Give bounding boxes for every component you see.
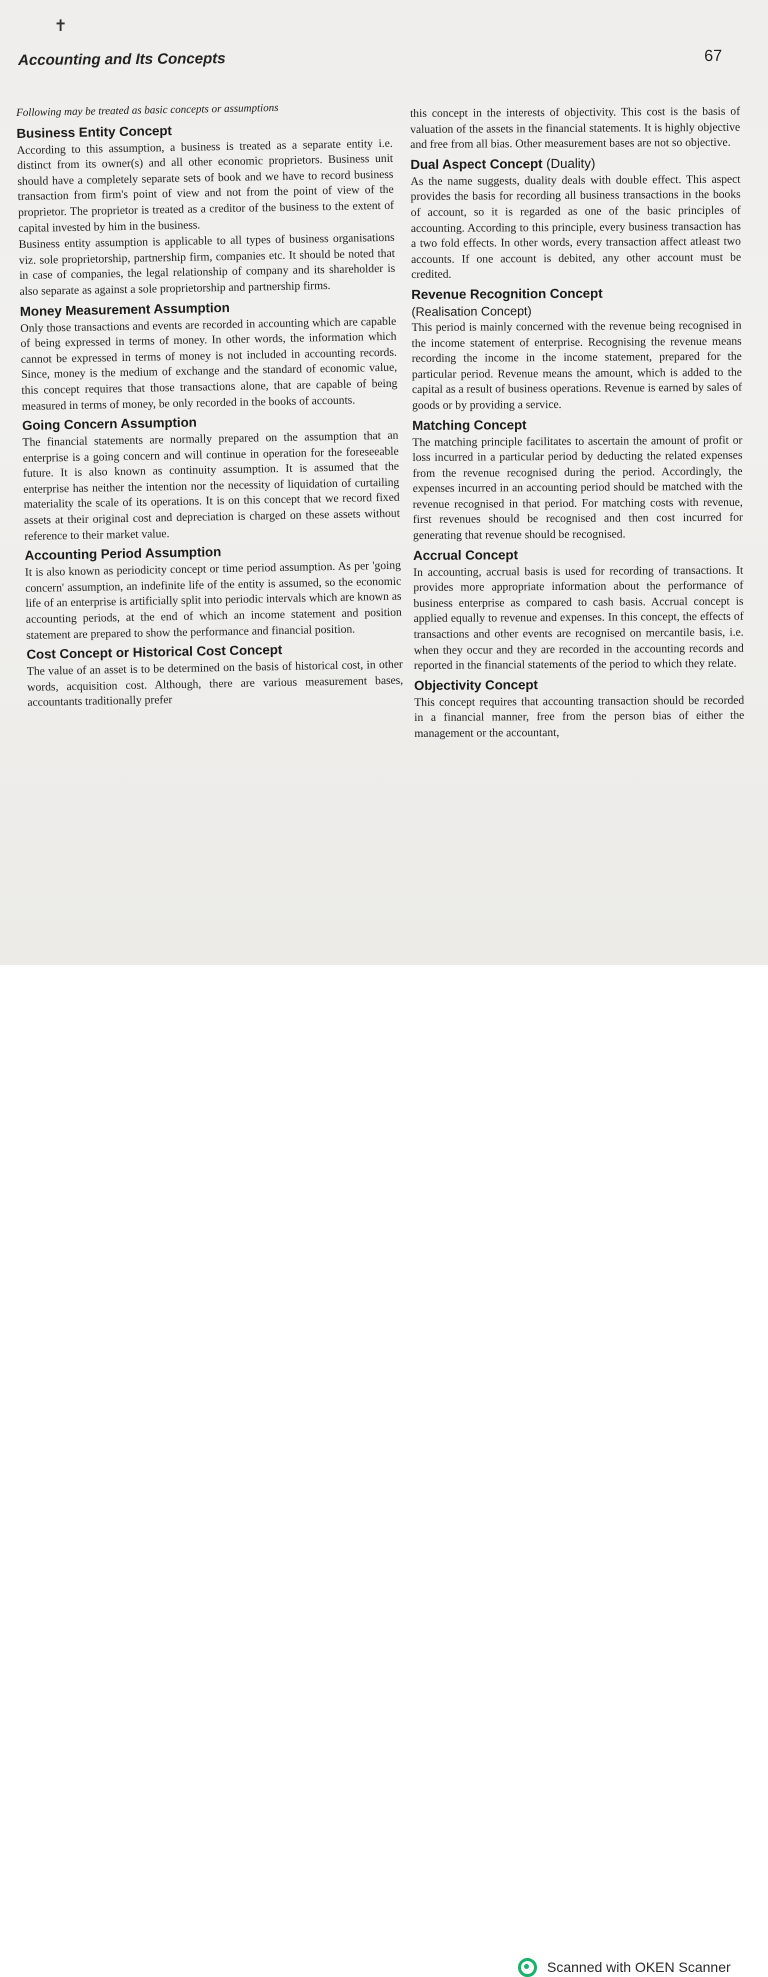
- running-title: Accounting and Its Concepts: [18, 50, 226, 69]
- paragraph-dual-aspect: As the name suggests, duality deals with double effect. This aspect provides the basis for recording all business transactions in the books of account, so it is regarded as one of the basic principles of accounting. According to this principle, every business transaction has a two fold effects. In other words, every transaction affect atleast two accounts. If one account is debited, any other account must be credited.: [410, 172, 742, 282]
- heading-accounting-period: Accounting Period Assumption: [24, 544, 222, 564]
- paragraph-objectivity: This concept requires that accounting transaction should be recorded in a financial manner, free from the person bias of either the management or the accountant,: [414, 693, 745, 740]
- subnote-realisation: (Realisation Concept): [411, 304, 532, 319]
- heading-money-measurement: Money Measurement Assumption: [19, 299, 230, 319]
- footer: [0, 965, 768, 1975]
- paragraph-matching: The matching principle facilitates to ascertain the amount of profit or loss incurred in a particular period by deducting the related expenses from the revenue recognised during the period. Accordingly, the expenses incurred in an accounting period should be matched with the revenue recognised in that period. For matching costs with revenue, first revenues should be recognised and then cost incurred for generating that revenue should be recognised.: [412, 433, 743, 543]
- paragraph-money-measurement: Only those transactions and events are recorded in accounting which are capable of being expressed in terms of money. In other words, the information which cannot be expressed in terms of money is not included in accounting records. Since, money is the medium of exchange and the standard of economic value, this concept requires that those transactions alone, that are capable of being measured in terms of money, be only recorded in the books of accounts.: [20, 314, 398, 413]
- scanner-watermark: [517, 1957, 731, 1977]
- right-column: [410, 104, 744, 743]
- heading-objectivity: Objectivity Concept: [413, 676, 538, 693]
- heading-accrual: Accrual Concept: [413, 546, 518, 563]
- cross-mark: ✝: [54, 16, 68, 35]
- oken-logo-icon: [517, 1957, 537, 1977]
- paragraph-accrual: In accounting, accrual basis is used for recording of transactions. It provides more appropriate information about the performance of business enterprise as compared to cash basis. Accrual concept is applied equally to revenue and expenses. In this concept, the effects of transactions and other events are recognised on mercantile basis, i.e. when they occur and they are recorded in the accounting records and reported in the financial statements of the period to which they relate.: [413, 563, 744, 673]
- paragraph-business-entity-2: Business entity assumption is applicable to all types of business organisations viz. sole proprietorship, partnership firm, companies etc. It should be noted that in case of companies, the legal relationship of company and its shareholder is also separate as against a sole proprietorship and partnership firms.: [18, 230, 396, 298]
- left-column: [16, 99, 404, 712]
- paragraph-cost-concept: The value of an asset is to be determined on the basis of historical cost, in other words, acquisition cost. Although, there are various measurement bases, accountants traditionally prefer: [26, 657, 404, 710]
- heading-dual-aspect: [410, 153, 740, 172]
- paragraph-business-entity-1: According to this assumption, a business is treated as a separate entity i.e. distinct from its owner(s) and all other economic proprietors. Business unit should have a completely separate sets of book and we have to record business transaction from firm's point of view and not from the point of view of the proprietor. The proprietor is treated as a creditor of the business to the extent of capital invested by him in the business.: [16, 136, 395, 235]
- paragraph-going-concern: The financial statements are normally prepared on the assumption that an enterprise is a going concern and will continue in operation for the foreseeable future. It is also known as continuity assumption. It is assumed that the enterprise has neither the intention nor the necessity of liquidation of curtailing materiality the scale of its operations. It is on this concept that we record fixed assets at their original cost and depreciation is charged on these assets without reference to their market value.: [22, 428, 401, 543]
- paragraph-revenue-recognition: This period is mainly concerned with the revenue being recognised in the income statement of enterprise. Recognising the revenue means recording the income in the income statement, prepared for the particular period. Revenue means the amount, which is added to the capital as a result of business operations. Revenue is earned by sales of goods or by providing a service.: [411, 318, 743, 412]
- heading-matching: Matching Concept: [412, 416, 527, 433]
- heading-business-entity: Business Entity Concept: [16, 122, 172, 141]
- heading-going-concern: Going Concern Assumption: [21, 414, 197, 434]
- heading-dual-aspect-main: Dual Aspect Concept: [410, 155, 543, 172]
- heading-cost-concept: Cost Concept or Historical Cost Concept: [26, 642, 283, 663]
- scanned-page: [0, 0, 768, 965]
- page-number: 67: [704, 47, 723, 66]
- paragraph-cost-continuation: this concept in the interests of objectivity. This cost is the basis of valuation of the assets in the financial statements. It is highly objective and free from all bias. Other measurement bases are not so objective.: [410, 104, 741, 152]
- scanner-text: Scanned with OKEN Scanner: [547, 1959, 731, 1975]
- paragraph-accounting-period: It is also known as periodicity concept or time period assumption. As per 'going concern' assumption, an indefinite life of the entity is assumed, so the economic life of an enterprise is artificially split into periodic intervals which are known as accounting periods, at the end of which an income statement and position statement are prepared to show the performance and financial position.: [24, 558, 402, 642]
- heading-dual-aspect-tail: (Duality): [542, 155, 596, 171]
- heading-revenue-recognition: Revenue Recognition Concept: [411, 285, 603, 302]
- intro-text: Following may be treated as basic concepts or assumptions: [16, 101, 279, 119]
- page-header: [18, 46, 722, 80]
